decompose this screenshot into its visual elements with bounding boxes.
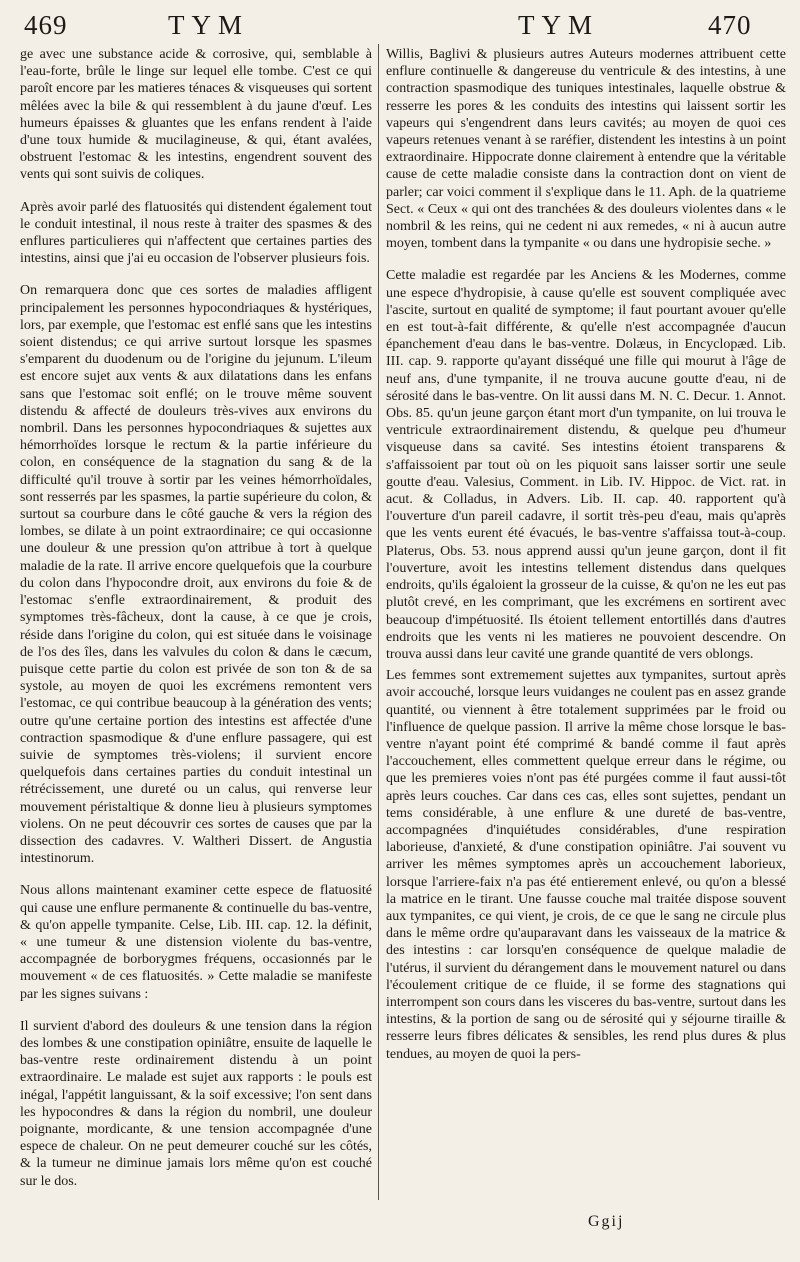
column-divider [378,44,379,1200]
paragraph: Willis, Baglivi & plusieurs autres Auteurs modernes attribuent cette enflure continuelle & dangereuse du ventricule & des intestins, à une contraction spasmodique des tuniques intestinales, laquelle obstrue & resserre les pores & les conduits des intestins qui laissent sortir les vapeurs qui s'engendrent dans leurs cavités; au moyen de quoi ces vapeurs retenues venant à se raréfier, distendent les intestins à un point extraordinaire. Hippocrate donne clairement à entendre que la véritable cause de cette maladie consiste dans la contraction dont on vient de parler; car voici comment il s'explique dans le 11. Aph. de la quatrieme Sect. « Ceux « qui ont des tranchées & des douleurs violentes dans « le nombril & les reins, qui ne cedent ni aux remedes, « ni à aucun autre moyen, tombent dans la tympanite « ou dans une hydropisie seche. » [386,47,786,252]
signature-mark: Ggij [588,1213,625,1230]
paragraph: On remarquera donc que ces sortes de maladies affligent principalement les personnes hypocondriaques & hystériques, lors, par exemple, que l'estomac est enflé sans que les intestins soient distendus; ce qui arrive surtout lorsque les spasmes s'emparent du duodenum ou de l'origine du jejunum. L'ileum est encore sujet aux vents & aux dilatations dans les enfans sans que l'estomac soit enflé; on le trouve même souvent distendu & affecté de douleurs très-vives aux environs du nombril. Dans les personnes hypocondriaques & sujettes aux hémorrhoïdes lorsque le rectum & la partie inférieure du colon, en conséquence de la stagnation du sang & de la difficulté qu'il trouve à sortir par les veines hémorrhoïdales, sont resserrés par les spasmes, la partie supérieure du colon, & surtout sa courbure dans le côté gauche & vers la région des lombes, se dilate à un point extraordinaire; ce qui occasionne une douleur & une pression qu'on attribue à tort à quelque maladie de la rate. Il arrive encore quelquefois que la courbure du colon dans l'hypocondre droit, aux environs du foie & de l'estomac s'enfle extraordinairement, & produit des symptomes très-fâcheux, dont la cause, à ce que je crois, réside dans l'origine du colon, qui est située dans le voisinage de l'os des îles, dans les valvules du colon & dans le cæcum, puisque cette partie du colon est privée de son ton & de sa systole, au moyen de quoi les excrémens remontent vers l'estomac, ce qui contribue beaucoup à la génération des vents; outre qu'une certaine portion des intestins est affectée d'une contraction spasmodique & d'une enflure passagere, qui est suivie de symptomes très-violens; il survient encore quelquefois dans certaines parties du conduit intestinal un rétrécissement, une dureté ou un calus, qui renverse leur mouvement péristaltique & donne lieu à plusieurs symptomes violens. On ne peut découvrir ces sortes de causes que par la dissection des cadavres. V. Waltheri Dissert. de Angustia intestinorum. [20,283,372,867]
paragraph: Il survient d'abord des douleurs & une tension dans la région des lombes & une constipation opiniâtre, ensuite de laquelle le bas-ventre reste ordinairement distendu à un point extraordinaire. Le malade est sujet aux rapports : le pouls est inégal, l'appétit languissant, & la soif excessive; l'on sent dans les hypocondres & dans la région du nombril, une douleur poignante, mordicante, & une tension accompagnée d'une espece de chaleur. On ne peut demeurer couché sur les côtés, & la tumeur ne diminue jamais lors même qu'on est couché sur le dos. [20,1018,372,1189]
paragraph: Les femmes sont extremement sujettes aux tympanites, surtout après avoir accouché, lorsque leurs vuidanges ne coulent pas en assez grande quantité, ou viennent à être totalement supprimées par le froid ou l'influence de quelque passion. Il arrive la même chose lorsque le bas-ventre n'ayant point été comprimé & bandé comme il faut après l'accouchement, elles commettent quelque erreur dans le régime, ou que les premieres voies n'ont pas été purgées comme il faut aussi-tôt après leurs couches. Car dans ces cas, elles sont sujettes, pendant un tems considérable, à une enflure & une dureté de bas-ventre, accompagnées d'inquiétudes considérables, d'une respiration laborieuse, d'anxieté, & d'une constipation opiniâtre. J'ai souvent vu arriver les mêmes symptomes après un accouchement laborieux, lorsque l'arriere-faix n'a pas été entierement enlevé, ou qu'on a blessé la matrice en le tirant. Une fausse couche mal traitée dispose souvent aux tympanites, ce qui vient, je crois, de ce que le sang ne circule plus dans le même ordre qu'auparavant dans les vaisseaux de la matrice & des intestins : car lorsqu'en conséquence de quelque maladie de l'utérus, il survient du dérangement dans le mouvement naturel ou dans l'écoulement critique de ce fluide, il se forme des stagnations qui interrompent son cours dans les visceres du bas-ventre, surtout dans les intestins, & la portion de sang ou de sérosité qui y séjourne tiraille & resserre leurs fibres délicates & sensibles, les rend plus dures & plus tendues, au moyen de quoi la pers- [386,668,786,1062]
page-number-right: 470 [708,10,752,40]
paragraph: Nous allons maintenant examiner cette espece de flatuosité qui cause une enflure permanente & continuelle du bas-ventre, & qu'on appelle tympanite. Celse, Lib. III. cap. 12. la définit, « une tumeur & une distension violente du bas-ventre, accompagnée de borborygmes fréquens, occasionnés par le mouvement « de ces flatuosités. » Cette maladie se manifeste par les signes suivans : [20,883,372,1002]
right-column [386,46,786,1063]
running-head-left: TYM [168,10,249,40]
paragraph: Cette maladie est regardée par les Anciens & les Modernes, comme une espece d'hydropisie, à cause qu'elle est souvent compliquée avec l'ascite, surtout en qualité de symptome; il faut pourtant avouer qu'elle en est tout-à-fait différente, & qu'elle n'est accompagnée d'aucun épanchement d'eau dans le bas-ventre. Dolæus, in Encyclopæd. Lib. III. cap. 9. rapporte qu'ayant disséqué une fille qui mourut à l'âge de neuf ans, d'une tympanite, il ne trouva aucune goutte d'eau, ni de sérosité dans le bas-ventre. On lit aussi dans M. N. C. Decur. 1. Annot. Obs. 85. qu'un jeune garçon étant mort d'un tympanite, on lui trouva le ventricule extraordinairement distendu, & quelque peu d'humeur visqueuse dans sa cavité. Ses intestins étoient transparens & s'affaissoient par tout où on les piquoit sans laisser sortir une seule goutte d'eau. Valesius, Comment. in Lib. IV. Hippoc. de Vict. rat. in acut. & Colladus, in Advers. Lib. II. cap. 40. rapportent qu'à l'ouverture d'un pareil cadavre, il sortit très-peu d'eau, mais qu'après que les vents eurent été évacués, le bas-ventre s'affaissa tout-à-coup. Platerus, Obs. 53. nous apprend aussi qu'un jeune garçon, dont il fit l'ouverture, avoit les intestins tellement distendus dans quelques endroits, qu'ils égaloient la grosseur de la cuisse, & qu'on ne les eut pas plutôt crevé, en les comprimant, que les excrémens en sortirent avec beaucoup d'impétuosité. Ils étoient tellement entortillés dans d'autres endroits que les vents ni les matieres ne pouvoient descendre. On trouva aussi dans leur cavité une grande quantité de vers oblongs. [386,268,786,662]
left-column [20,46,372,1190]
page-header [0,0,800,44]
paragraph: Après avoir parlé des flatuosités qui distendent également tout le conduit intestinal, il nous reste à traiter des spasmes & des enflures particulieres qui n'affectent que certaines parties des intestins, ainsi que j'ai eu occasion de l'observer plusieurs fois. [20,199,372,267]
running-head-right: TYM [518,10,599,40]
paragraph: ge avec une substance acide & corrosive, qui, semblable à l'eau-forte, brûle le linge sur lequel elle tombe. C'est ce qui paroît encore par les matieres ténaces & visqueuses qui sortent mêlées avec la bile & qui ressemblent à du jaune d'œuf. Les humeurs épaisses & gluantes que les enfans rendent à l'aide d'une toux humide & mucilagineuse, & qui, étant avalées, obstruent l'estomac & les intestins, engendrent souvent des vents qui sont suivis de coliques. [20,47,372,183]
page-number-left: 469 [24,10,68,40]
